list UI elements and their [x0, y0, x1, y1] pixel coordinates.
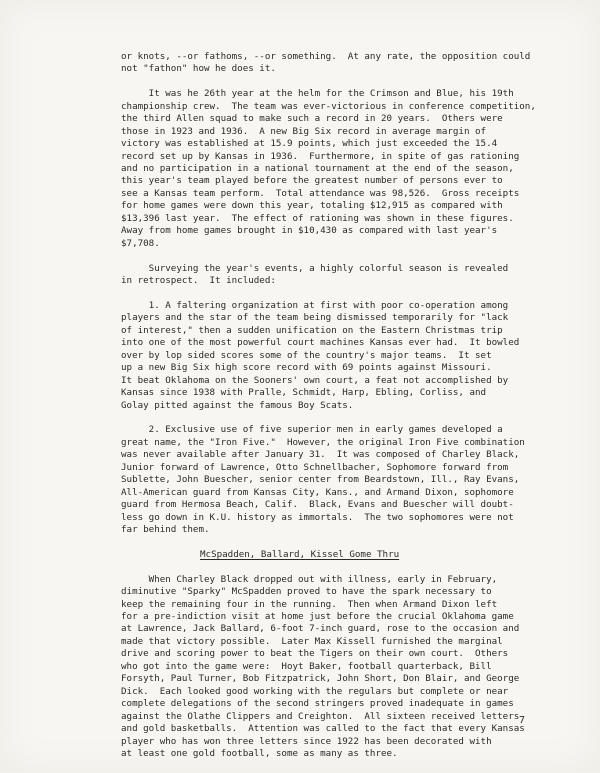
text-line: for home games were down this year, totaling $12,915 as compared with: [121, 200, 503, 212]
text-line: drive and scoring power to beat the Tigers on their own court. Others: [121, 648, 509, 660]
text-line: up a new Big Six high score record with 69 points against Missouri.: [121, 362, 492, 374]
paragraph-item-2: [121, 424, 551, 536]
text-line: against the Olathe Clippers and Creighton. All sixteen received letters: [121, 710, 520, 722]
text-line: those in 1923 and 1936. A new Big Six record in average margin of: [121, 125, 487, 137]
text-line: All-American guard from Kansas City, Kans., and Armand Dixon, sophomore: [121, 486, 514, 498]
text-line: Sublette, John Buescher, senior center from Beardstown, Ill., Ray Evans,: [121, 474, 520, 486]
text-line: It beat Oklahoma on the Sooners' own court, a feat not accomplished by: [121, 374, 509, 386]
text-line: over by lop sided scores some of the country's major teams. It set: [121, 349, 492, 361]
text-line: at least one gold football, some as many as three.: [121, 748, 398, 759]
text-line: It was he 26th year at the helm for the Crimson and Blue, his 19th: [121, 88, 514, 100]
paragraph-mcspadden: [121, 574, 551, 761]
text-line: players and the star of the team being dismissed temporarily for "lack: [121, 312, 509, 324]
text-line: guard from Hermosa Beach, Calif. Black, Evans and Buescher will doubt-: [121, 499, 514, 511]
text-line: 1. A faltering organization at first with poor co-operation among: [121, 299, 509, 311]
paragraph-26th-year: [121, 88, 551, 250]
section-heading: McSpadden, Ballard, Kissel Gome Thru: [200, 548, 400, 560]
text-line: or knots, --or fathoms, --or something. At any rate, the opposition could: [121, 51, 531, 62]
text-line: Away from home games brought in $10,430 as compared with last year's: [121, 225, 498, 237]
text-line: Golay pitted against the famous Boy Scats.: [121, 399, 354, 411]
text-line: 2. Exclusive use of five superior men in early games developed a: [121, 424, 503, 436]
text-line: Dick. Each looked good working with the regulars but complete or near: [121, 685, 509, 697]
text-line: for a pre-indiction visit at home just before the crucial Oklahoma game: [121, 611, 514, 623]
text-line: who got into the game were: Hoyt Baker, football quarterback, Bill: [121, 660, 492, 672]
text-line: Kansas since 1938 with Pralle, Schmidt, Harp, Ebling, Corliss, and: [121, 387, 487, 399]
text-line: victory was established at 15.9 points, which just exceeded the 15.4: [121, 138, 498, 150]
paragraph-surveying: [121, 263, 551, 288]
text-line: this year's team played before the greatest number of persons ever to: [121, 175, 503, 187]
text-line: $13,396 last year. The effect of rationing was shown in these figures.: [121, 212, 514, 224]
text-line: keep the remaining four in the running. Then when Armand Dixon left: [121, 598, 498, 610]
text-line: in retrospect. It included:: [121, 275, 276, 287]
text-line: less go down in K.U. history as immortals. The two sophomores were not: [121, 511, 514, 523]
text-line: diminutive "Sparky" McSpadden proved to have the spark necessary to: [121, 586, 492, 598]
text-line: great name, the "Iron Five." However, the original Iron Five combination: [121, 436, 525, 448]
text-line: see a Kansas team perform. Total attendance was 98,526. Gross receipts: [121, 187, 520, 199]
section-heading-block: [121, 549, 551, 561]
page-number: 7: [519, 715, 526, 726]
text-line: Forsyth, Paul Turner, Bob Fitzpatrick, John Short, Don Blair, and George: [121, 673, 520, 685]
text-line: not "fathon" how he does it.: [121, 63, 276, 75]
text-line: $7,708.: [121, 237, 160, 249]
text-line: was never available after January 31. It was composed of Charley Black,: [121, 449, 520, 461]
text-line: at Lawrence, Jack Ballard, 6-foot 7-inch guard, rose to the occasion and: [121, 623, 520, 635]
text-line: the third Allen squad to make such a record in 20 years. Others were: [121, 113, 503, 125]
text-line: Junior forward of Lawrence, Otto Schnellbacher, Sophomore forward from: [121, 461, 509, 473]
paragraph-continuation: [121, 51, 551, 76]
paragraph-item-1: [121, 300, 551, 412]
text-line: into one of the most powerful court machines Kansas ever had. It bowled: [121, 337, 520, 349]
text-line: and no participation in a national tournament at the end of the season,: [121, 163, 514, 175]
text-line: championship crew. The team was ever-victorious in conference competition,: [121, 100, 536, 112]
text-line: Surveying the year's events, a highly colorful season is revealed: [121, 262, 509, 274]
text-line: player who has won three letters since 1922 has been decorated with: [121, 735, 492, 747]
text-line: of interest," then a sudden unification on the Eastern Christmas trip: [121, 324, 503, 336]
text-line: complete delegations of the second stringers proved inadequate in games: [121, 698, 514, 710]
text-line: made that victory possible. Later Max Kissell furnished the marginal: [121, 635, 503, 647]
text-line: record set up by Kansas in 1936. Furthermore, in spite of gas rationing: [121, 150, 520, 162]
document-body: [121, 51, 551, 773]
text-line: far behind them.: [121, 523, 210, 535]
text-line: When Charley Black dropped out with illness, early in February,: [121, 573, 498, 585]
text-line: and gold basketballs. Attention was called to the fact that every Kansas: [121, 723, 525, 735]
